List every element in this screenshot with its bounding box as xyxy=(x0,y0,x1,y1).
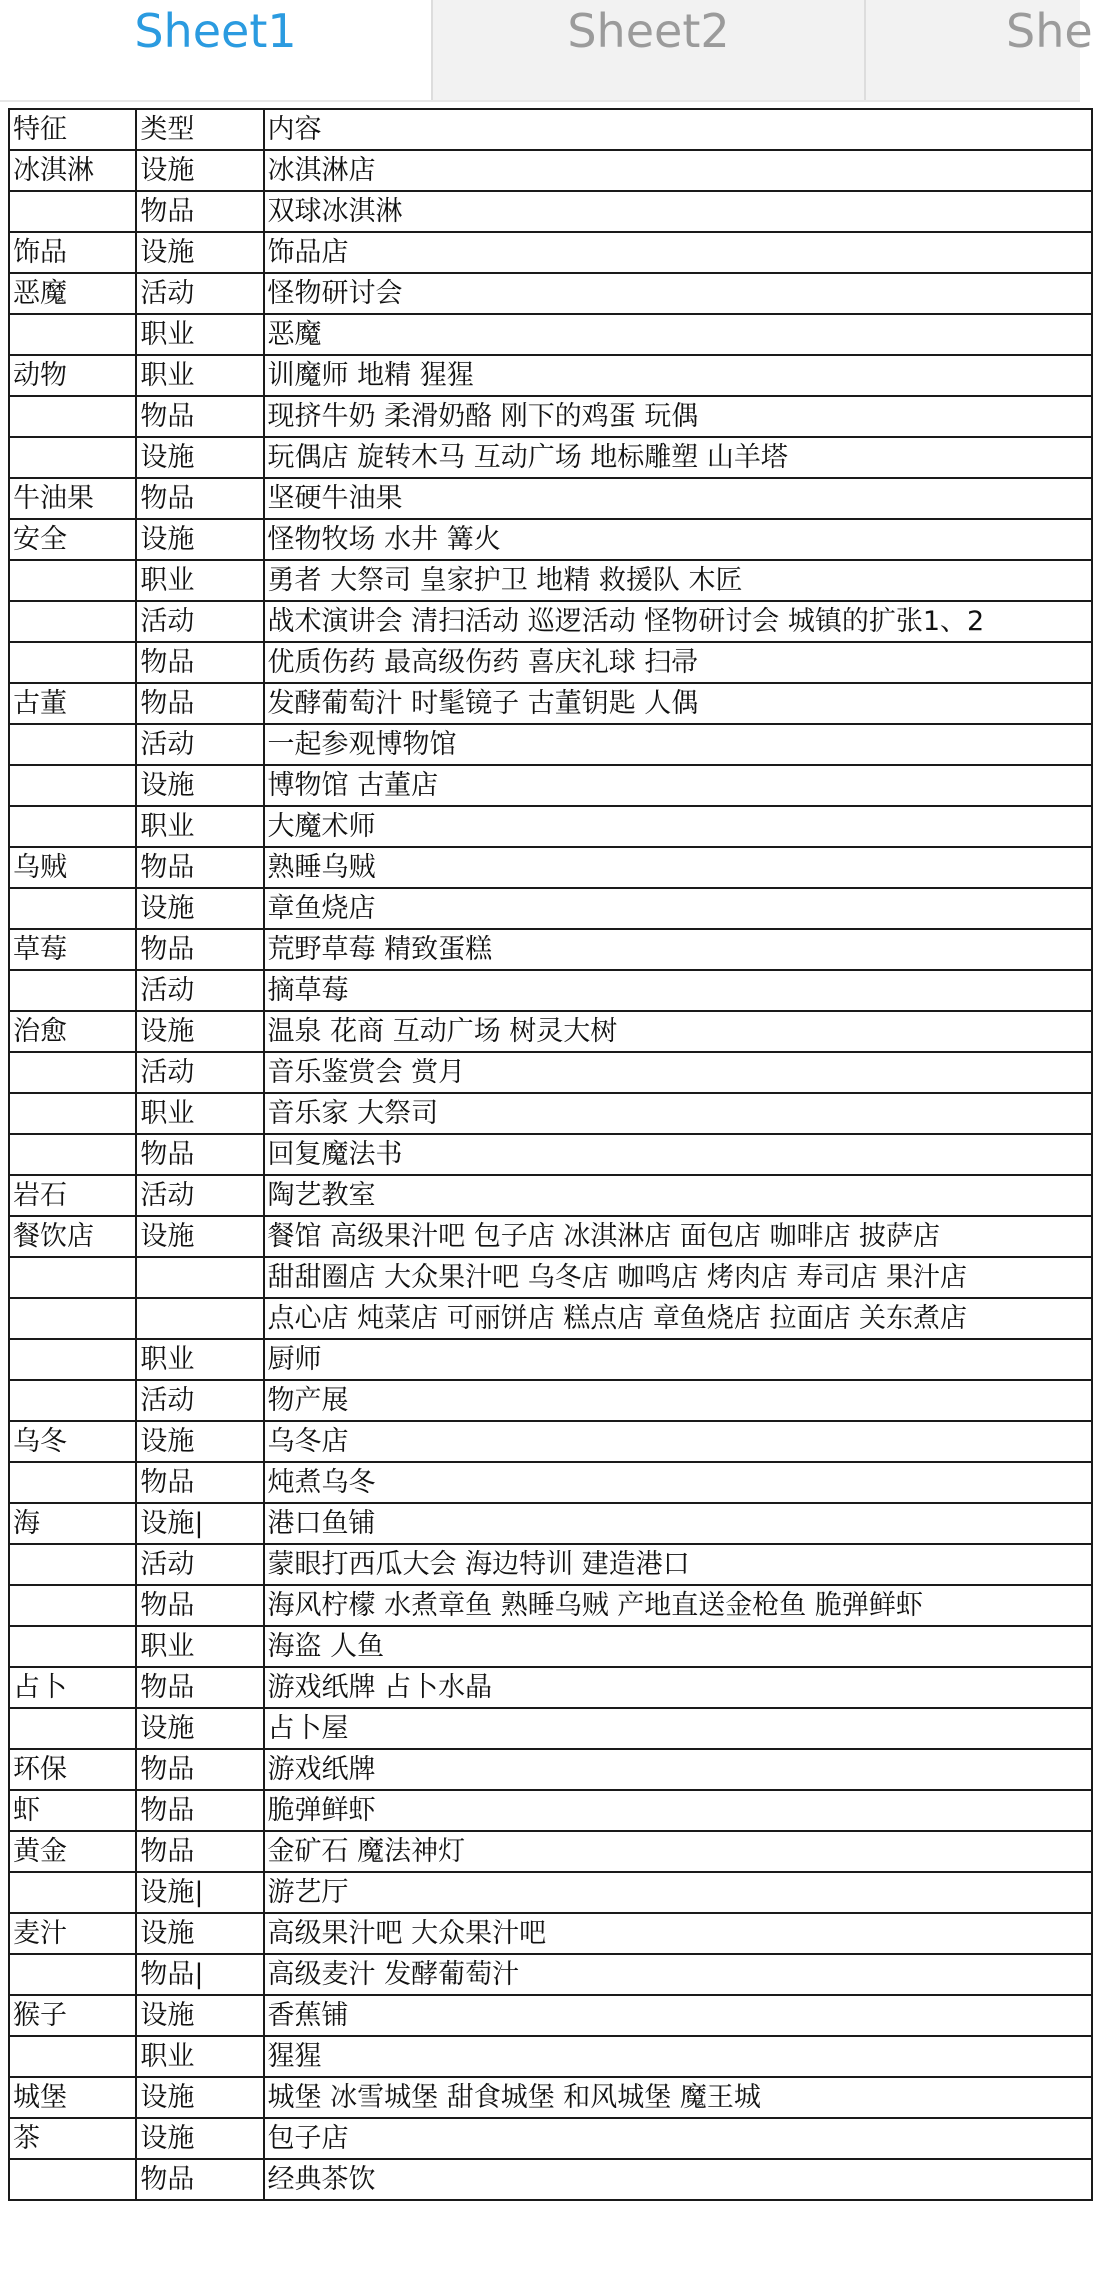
table-row xyxy=(9,1052,1092,1093)
feature-cell[interactable] xyxy=(9,1380,136,1421)
content-cell[interactable]: 点心店 炖菜店 可丽饼店 糕点店 章鱼烧店 拉面店 关东煮店 xyxy=(264,1298,1092,1339)
type-cell[interactable]: 设施 xyxy=(136,765,263,806)
tab-sheet1[interactable]: Sheet1 xyxy=(0,0,433,100)
type-cell[interactable]: 设施 xyxy=(136,1216,263,1257)
header-row xyxy=(9,109,1092,150)
type-cell[interactable]: 活动 xyxy=(136,273,263,314)
content-cell[interactable]: 勇者 大祭司 皇家护卫 地精 救援队 木匠 xyxy=(264,560,1092,601)
feature-cell[interactable]: 牛油果 xyxy=(9,478,136,519)
feature-cell[interactable] xyxy=(9,2036,136,2077)
content-cell[interactable]: 香蕉铺 xyxy=(264,1995,1092,2036)
feature-cell[interactable] xyxy=(9,560,136,601)
content-cell[interactable]: 脆弹鲜虾 xyxy=(264,1790,1092,1831)
feature-cell[interactable]: 特征 xyxy=(9,109,136,150)
type-cell[interactable]: 职业 xyxy=(136,1093,263,1134)
content-cell[interactable]: 餐馆 高级果汁吧 包子店 冰淇淋店 面包店 咖啡店 披萨店 xyxy=(264,1216,1092,1257)
content-cell[interactable]: 陶艺教室 xyxy=(264,1175,1092,1216)
feature-cell[interactable]: 麦汁 xyxy=(9,1913,136,1954)
table-body xyxy=(9,109,1092,2200)
table-row xyxy=(9,1585,1092,1626)
feature-cell[interactable] xyxy=(9,970,136,1011)
feature-cell[interactable]: 餐饮店 xyxy=(9,1216,136,1257)
type-cell[interactable]: 物品 xyxy=(136,1462,263,1503)
table-row xyxy=(9,355,1092,396)
feature-cell[interactable] xyxy=(9,314,136,355)
table-row xyxy=(9,1216,1092,1257)
table-row xyxy=(9,437,1092,478)
content-cell[interactable]: 荒野草莓 精致蛋糕 xyxy=(264,929,1092,970)
type-cell[interactable]: 设施 xyxy=(136,150,263,191)
table-row xyxy=(9,1298,1092,1339)
table-row xyxy=(9,1011,1092,1052)
content-cell[interactable]: 章鱼烧店 xyxy=(264,888,1092,929)
feature-cell[interactable] xyxy=(9,437,136,478)
table-row xyxy=(9,1954,1092,1995)
table-row xyxy=(9,929,1092,970)
table-row xyxy=(9,970,1092,1011)
type-cell[interactable]: 物品 xyxy=(136,2159,263,2200)
content-cell[interactable]: 发酵葡萄汁 时髦镜子 古董钥匙 人偶 xyxy=(264,683,1092,724)
content-cell[interactable]: 甜甜圈店 大众果汁吧 乌冬店 咖鸣店 烤肉店 寿司店 果汁店 xyxy=(264,1257,1092,1298)
content-cell[interactable]: 城堡 冰雪城堡 甜食城堡 和风城堡 魔王城 xyxy=(264,2077,1092,2118)
type-cell[interactable]: 活动 xyxy=(136,970,263,1011)
feature-cell[interactable]: 动物 xyxy=(9,355,136,396)
type-cell[interactable]: 物品 xyxy=(136,1749,263,1790)
type-cell[interactable]: 设施| xyxy=(136,1872,263,1913)
type-cell[interactable]: 活动 xyxy=(136,601,263,642)
feature-cell[interactable] xyxy=(9,1708,136,1749)
type-cell[interactable]: 设施 xyxy=(136,1913,263,1954)
type-cell[interactable] xyxy=(136,1257,263,1298)
type-cell[interactable]: 设施 xyxy=(136,2118,263,2159)
table-row xyxy=(9,642,1092,683)
type-cell[interactable]: 物品 xyxy=(136,1667,263,1708)
feature-cell[interactable]: 城堡 xyxy=(9,2077,136,2118)
type-cell[interactable]: 设施 xyxy=(136,1011,263,1052)
feature-cell[interactable]: 古董 xyxy=(9,683,136,724)
feature-cell[interactable] xyxy=(9,1462,136,1503)
feature-cell[interactable] xyxy=(9,2159,136,2200)
type-cell[interactable]: 物品 xyxy=(136,847,263,888)
table-row xyxy=(9,1872,1092,1913)
table-row xyxy=(9,191,1092,232)
feature-cell[interactable]: 占卜 xyxy=(9,1667,136,1708)
type-cell[interactable]: 设施 xyxy=(136,232,263,273)
type-cell[interactable]: 物品 xyxy=(136,191,263,232)
table-row xyxy=(9,2036,1092,2077)
table-row xyxy=(9,1544,1092,1585)
feature-cell[interactable] xyxy=(9,888,136,929)
content-cell[interactable]: 音乐家 大祭司 xyxy=(264,1093,1092,1134)
type-cell[interactable]: 职业 xyxy=(136,355,263,396)
type-cell[interactable]: 设施 xyxy=(136,437,263,478)
content-cell[interactable]: 猩猩 xyxy=(264,2036,1092,2077)
type-cell[interactable]: 物品 xyxy=(136,1585,263,1626)
content-cell[interactable]: 优质伤药 最高级伤药 喜庆礼球 扫帚 xyxy=(264,642,1092,683)
content-cell[interactable]: 经典茶饮 xyxy=(264,2159,1092,2200)
type-cell[interactable]: 类型 xyxy=(136,109,263,150)
feature-cell[interactable]: 乌冬 xyxy=(9,1421,136,1462)
type-cell[interactable]: 物品 xyxy=(136,1790,263,1831)
content-cell[interactable]: 一起参观博物馆 xyxy=(264,724,1092,765)
type-cell[interactable]: 设施 xyxy=(136,1421,263,1462)
content-cell[interactable]: 熟睡乌贼 xyxy=(264,847,1092,888)
table-row xyxy=(9,2118,1092,2159)
content-cell[interactable]: 坚硬牛油果 xyxy=(264,478,1092,519)
type-cell[interactable]: 物品 xyxy=(136,929,263,970)
feature-cell[interactable]: 环保 xyxy=(9,1749,136,1790)
table-row xyxy=(9,1913,1092,1954)
content-cell[interactable]: 游戏纸牌 xyxy=(264,1749,1092,1790)
content-cell[interactable]: 博物馆 古董店 xyxy=(264,765,1092,806)
table-row xyxy=(9,1503,1092,1544)
table-row xyxy=(9,806,1092,847)
feature-cell[interactable] xyxy=(9,1585,136,1626)
type-cell[interactable]: 设施 xyxy=(136,1708,263,1749)
table-row xyxy=(9,1380,1092,1421)
feature-cell[interactable] xyxy=(9,1872,136,1913)
content-cell[interactable]: 游戏纸牌 占卜水晶 xyxy=(264,1667,1092,1708)
type-cell[interactable]: 设施 xyxy=(136,519,263,560)
table-row xyxy=(9,1175,1092,1216)
feature-cell[interactable] xyxy=(9,1954,136,1995)
content-cell[interactable]: 怪物研讨会 xyxy=(264,273,1092,314)
type-cell[interactable]: 设施| xyxy=(136,1503,263,1544)
feature-cell[interactable] xyxy=(9,1134,136,1175)
table-row xyxy=(9,1667,1092,1708)
content-cell[interactable]: 内容 xyxy=(264,109,1092,150)
type-cell[interactable] xyxy=(136,1298,263,1339)
feature-cell[interactable]: 茶 xyxy=(9,2118,136,2159)
table-row xyxy=(9,1831,1092,1872)
feature-cell[interactable] xyxy=(9,642,136,683)
content-cell[interactable]: 港口鱼铺 xyxy=(264,1503,1092,1544)
type-cell[interactable]: 物品 xyxy=(136,478,263,519)
content-cell[interactable]: 大魔术师 xyxy=(264,806,1092,847)
type-cell[interactable]: 活动 xyxy=(136,1052,263,1093)
content-cell[interactable]: 蒙眼打西瓜大会 海边特训 建造港口 xyxy=(264,1544,1092,1585)
content-cell[interactable]: 饰品店 xyxy=(264,232,1092,273)
feature-cell[interactable] xyxy=(9,396,136,437)
type-cell[interactable]: 职业 xyxy=(136,560,263,601)
table-row xyxy=(9,560,1092,601)
content-cell[interactable]: 乌冬店 xyxy=(264,1421,1092,1462)
type-cell[interactable]: 物品 xyxy=(136,642,263,683)
type-cell[interactable]: 物品 xyxy=(136,1134,263,1175)
table-row xyxy=(9,2077,1092,2118)
feature-cell[interactable] xyxy=(9,1298,136,1339)
type-cell[interactable]: 职业 xyxy=(136,314,263,355)
content-cell[interactable]: 训魔师 地精 猩猩 xyxy=(264,355,1092,396)
table-row xyxy=(9,150,1092,191)
table-row xyxy=(9,396,1092,437)
table-row xyxy=(9,601,1092,642)
content-cell[interactable]: 战术演讲会 清扫活动 巡逻活动 怪物研讨会 城镇的扩张1、2 xyxy=(264,601,1092,642)
feature-cell[interactable]: 乌贼 xyxy=(9,847,136,888)
sheet-tab-bar xyxy=(0,0,1093,102)
feature-cell[interactable] xyxy=(9,1052,136,1093)
type-cell[interactable]: 职业 xyxy=(136,1339,263,1380)
feature-cell[interactable]: 草莓 xyxy=(9,929,136,970)
table-row xyxy=(9,888,1092,929)
content-cell[interactable]: 游艺厅 xyxy=(264,1872,1092,1913)
feature-cell[interactable]: 黄金 xyxy=(9,1831,136,1872)
content-cell[interactable]: 回复魔法书 xyxy=(264,1134,1092,1175)
feature-cell[interactable] xyxy=(9,1257,136,1298)
table-row xyxy=(9,724,1092,765)
tab-sheet3[interactable]: She xyxy=(866,0,1080,100)
content-cell[interactable]: 厨师 xyxy=(264,1339,1092,1380)
type-cell[interactable]: 设施 xyxy=(136,2077,263,2118)
feature-cell[interactable] xyxy=(9,1544,136,1585)
table-row xyxy=(9,1995,1092,2036)
content-cell[interactable]: 高级麦汁 发酵葡萄汁 xyxy=(264,1954,1092,1995)
content-cell[interactable]: 摘草莓 xyxy=(264,970,1092,1011)
table-row xyxy=(9,478,1092,519)
type-cell[interactable]: 活动 xyxy=(136,1544,263,1585)
feature-cell[interactable] xyxy=(9,1339,136,1380)
feature-cell[interactable] xyxy=(9,191,136,232)
table-row xyxy=(9,1626,1092,1667)
content-cell[interactable]: 音乐鉴赏会 赏月 xyxy=(264,1052,1092,1093)
content-cell[interactable]: 双球冰淇淋 xyxy=(264,191,1092,232)
type-cell[interactable]: 物品 xyxy=(136,683,263,724)
spreadsheet-grid xyxy=(8,108,1093,2201)
feature-cell[interactable]: 海 xyxy=(9,1503,136,1544)
table-row xyxy=(9,1462,1092,1503)
feature-cell[interactable]: 安全 xyxy=(9,519,136,560)
table-row xyxy=(9,1093,1092,1134)
type-cell[interactable]: 活动 xyxy=(136,724,263,765)
table-row xyxy=(9,1257,1092,1298)
feature-cell[interactable]: 岩石 xyxy=(9,1175,136,1216)
table-row xyxy=(9,273,1092,314)
type-cell[interactable]: 物品 xyxy=(136,396,263,437)
table-row xyxy=(9,1339,1092,1380)
feature-cell[interactable] xyxy=(9,724,136,765)
feature-cell[interactable] xyxy=(9,601,136,642)
content-cell[interactable]: 温泉 花商 互动广场 树灵大树 xyxy=(264,1011,1092,1052)
feature-cell[interactable]: 恶魔 xyxy=(9,273,136,314)
content-cell[interactable]: 炖煮乌冬 xyxy=(264,1462,1092,1503)
table-row xyxy=(9,683,1092,724)
type-cell[interactable]: 活动 xyxy=(136,1175,263,1216)
content-cell[interactable]: 占卜屋 xyxy=(264,1708,1092,1749)
content-cell[interactable]: 玩偶店 旋转木马 互动广场 地标雕塑 山羊塔 xyxy=(264,437,1092,478)
content-cell[interactable]: 冰淇淋店 xyxy=(264,150,1092,191)
table-row xyxy=(9,847,1092,888)
table-row xyxy=(9,1708,1092,1749)
table-row xyxy=(9,232,1092,273)
table-row xyxy=(9,1790,1092,1831)
content-cell[interactable]: 怪物牧场 水井 篝火 xyxy=(264,519,1092,560)
feature-cell[interactable]: 冰淇淋 xyxy=(9,150,136,191)
feature-cell[interactable] xyxy=(9,806,136,847)
content-cell[interactable]: 现挤牛奶 柔滑奶酪 刚下的鸡蛋 玩偶 xyxy=(264,396,1092,437)
content-cell[interactable]: 物产展 xyxy=(264,1380,1092,1421)
feature-cell[interactable] xyxy=(9,1626,136,1667)
table-row xyxy=(9,2159,1092,2200)
type-cell[interactable]: 设施 xyxy=(136,1995,263,2036)
feature-cell[interactable] xyxy=(9,1093,136,1134)
feature-cell[interactable]: 饰品 xyxy=(9,232,136,273)
feature-cell[interactable]: 猴子 xyxy=(9,1995,136,2036)
feature-cell[interactable] xyxy=(9,765,136,806)
tab-sheet2[interactable]: Sheet2 xyxy=(433,0,866,100)
content-cell[interactable]: 包子店 xyxy=(264,2118,1092,2159)
type-cell[interactable]: 职业 xyxy=(136,2036,263,2077)
type-cell[interactable]: 物品| xyxy=(136,1954,263,1995)
table-row xyxy=(9,519,1092,560)
content-cell[interactable]: 海盗 人鱼 xyxy=(264,1626,1092,1667)
table-row xyxy=(9,1421,1092,1462)
table-row xyxy=(9,765,1092,806)
content-cell[interactable]: 恶魔 xyxy=(264,314,1092,355)
content-cell[interactable]: 金矿石 魔法神灯 xyxy=(264,1831,1092,1872)
table-row xyxy=(9,1134,1092,1175)
data-table xyxy=(8,108,1093,2201)
table-row xyxy=(9,314,1092,355)
feature-cell[interactable]: 虾 xyxy=(9,1790,136,1831)
type-cell[interactable]: 设施 xyxy=(136,888,263,929)
content-cell[interactable]: 高级果汁吧 大众果汁吧 xyxy=(264,1913,1092,1954)
type-cell[interactable]: 活动 xyxy=(136,1380,263,1421)
feature-cell[interactable]: 治愈 xyxy=(9,1011,136,1052)
type-cell[interactable]: 职业 xyxy=(136,806,263,847)
content-cell[interactable]: 海风柠檬 水煮章鱼 熟睡乌贼 产地直送金枪鱼 脆弹鲜虾 xyxy=(264,1585,1092,1626)
table-row xyxy=(9,1749,1092,1790)
type-cell[interactable]: 职业 xyxy=(136,1626,263,1667)
type-cell[interactable]: 物品 xyxy=(136,1831,263,1872)
